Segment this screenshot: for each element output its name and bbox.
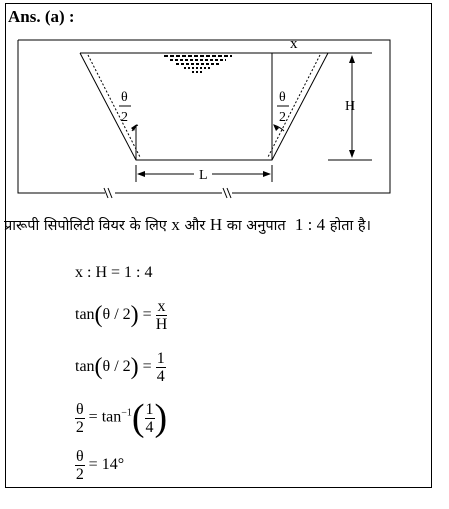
notch-outline bbox=[80, 53, 328, 160]
two-left: 2 bbox=[121, 110, 128, 125]
two-right: 2 bbox=[279, 110, 286, 125]
explanation-text: प्रारूपी सिपोलिटी वियर के लिए x और H का अनुपात 1 : 4 होता है। bbox=[4, 215, 372, 234]
dim-label-H: H bbox=[345, 99, 356, 114]
water-surface-hatch bbox=[164, 56, 232, 72]
equation-result: $\frac{\theta}{2}$ = 14° bbox=[75, 448, 125, 483]
equation-tan-one-fourth: tan(θ / 2) = $\frac{1}{4}$ bbox=[75, 350, 165, 385]
equation-ratio: x : H = 1 : 4 bbox=[75, 264, 153, 281]
theta-right: θ bbox=[279, 90, 286, 105]
dim-label-x: x bbox=[290, 36, 298, 52]
cipolletti-weir-diagram bbox=[0, 0, 449, 200]
answer-heading: Ans. (a) : bbox=[8, 7, 75, 26]
equation-tan-x-over-h: tan(θ / 2) = $\frac{x}{H}$ bbox=[75, 298, 168, 333]
equation-theta-arctan: $\frac{\theta}{2}$ = $\tan^{-1}$( $\frac{1}{4}$ ) bbox=[75, 397, 168, 439]
theta-left: θ bbox=[121, 90, 128, 105]
dim-label-L: L bbox=[199, 168, 208, 183]
